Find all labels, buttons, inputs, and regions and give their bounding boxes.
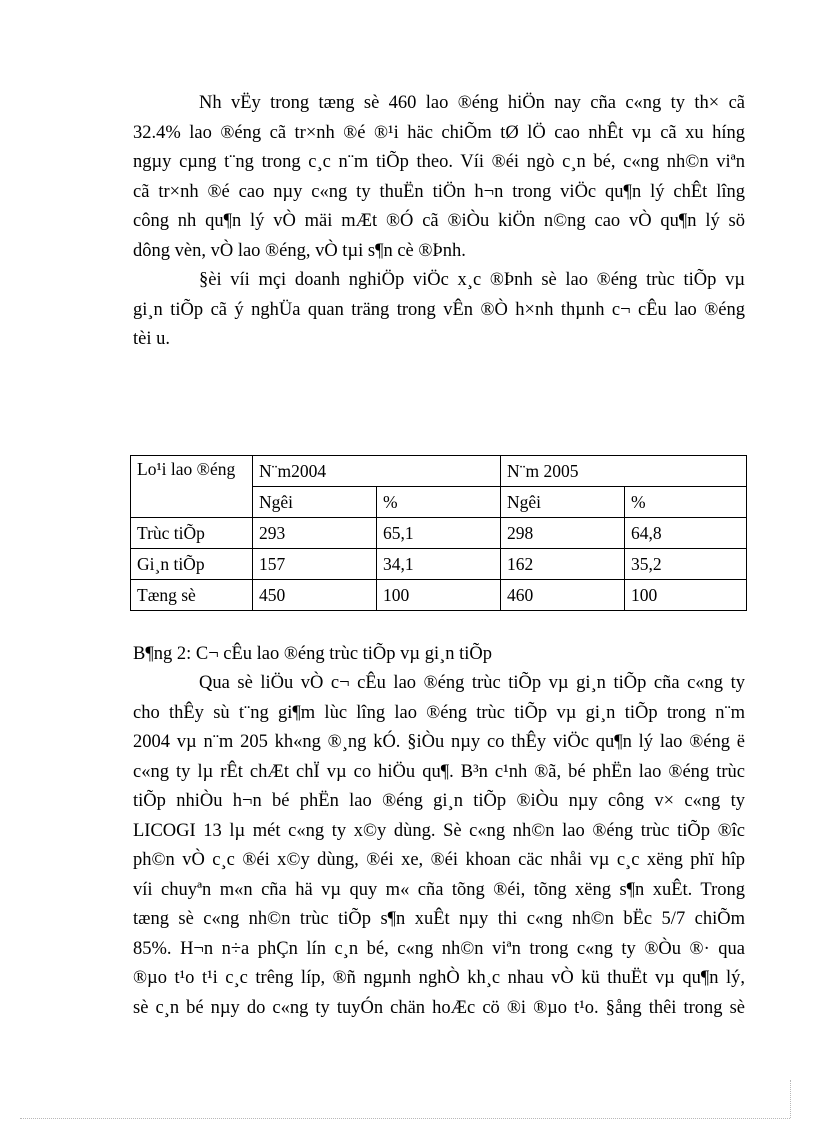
text-line: Qua sè liÖu vÒ c¬ cÊu lao ®éng trùc tiÕp vµ gi¸n tiÕp cña c«ng ty (199, 673, 745, 693)
subheader-percent-2005: % (625, 487, 747, 518)
text-line: 85%. H¬n n÷a phÇn lín c¸n bé, c«ng nh©n viªn trong c«ng ty ®Òu ®· qua (133, 938, 745, 959)
table-header-row (131, 456, 747, 487)
table-row (131, 580, 747, 611)
labor-structure-table (130, 455, 747, 611)
row-label: Gi¸n tiÕp (131, 549, 253, 580)
subheader-percent-2004: % (377, 487, 501, 518)
text-line: 2004 vµ n¨m 205 kh«ng ®¸ng kÓ. §iÒu nµy co thÊy viÖc qu¶n lý lao ®éng ë (133, 732, 745, 752)
subheader-count-2005: Ngêi (501, 487, 625, 518)
cell-count-2005: 162 (501, 549, 625, 580)
text-line: Nh vËy trong tæng sè 460 lao ®éng hiÖn nay cña c«ng ty th× cã (199, 93, 745, 113)
text-line: tiÕp nhiÒu h¬n bé phËn lao ®éng gi¸n tiÕp ®iÒu nµy công v× c«ng ty (133, 791, 745, 811)
table-row (131, 518, 747, 549)
row-label: Trùc tiÕp (131, 518, 253, 549)
row-label: Tæng sè (131, 580, 253, 611)
text-line: §èi víi mçi doanh nghiÖp viÖc x¸c ®Þnh sè lao ®éng trùc tiÕp vµ (199, 270, 745, 290)
cell-count-2004: 157 (253, 549, 377, 580)
cell-percent-2005: 100 (625, 580, 747, 611)
text-line: ngµy cµng t¨ng trong c¸c n¨m tiÕp theo. Víi ®éi ngò c¸n bé, c«ng nh©n viªn (133, 152, 745, 172)
text-line: dông vèn, vÒ lao ®éng, vÒ tµi s¶n cè ®Þnh. (133, 240, 466, 261)
paragraph-table-analysis (133, 669, 745, 1023)
cell-count-2005: 460 (501, 580, 625, 611)
text-line: LICOGI 13 lµ mét c«ng ty x©y dùng. Sè c«ng nh©n lao ®éng trùc tiÕp ®îc (133, 820, 745, 841)
cell-count-2005: 298 (501, 518, 625, 549)
text-line: sè c¸n bé nµy do c«ng ty tuyÓn chän hoÆc cö ®i ®µo t¹o. §ång thêi trong sè (133, 997, 745, 1018)
page-corner-divider (790, 1080, 791, 1118)
text-line: công nh qu¶n lý vÒ mäi mÆt ®Ó cã ®iÒu kiÖn n©ng cao vÒ qu¶n lý sö (133, 211, 745, 231)
cell-count-2004: 450 (253, 580, 377, 611)
paragraph-workforce-qualification (133, 89, 745, 266)
cell-percent-2004: 34,1 (377, 549, 501, 580)
text-line: 32.4% lao ®éng cã tr×nh ®é ®¹i häc chiÕm tØ lÖ cao nhÊt vµ cã xu híng (133, 122, 745, 143)
text-line: c«ng ty lµ rÊt chÆt chÏ vµ co hiÖu qu¶. B³n c¹nh ®ã, bé phËn lao ®éng trùc (133, 761, 745, 782)
cell-percent-2004: 100 (377, 580, 501, 611)
header-year-2005: N¨m 2005 (501, 456, 747, 487)
text-line: cho thÊy sù t¨ng gi¶m lùc lîng lao ®éng trùc tiÕp vµ gi¸n tiÕp trong n¨m (133, 702, 745, 723)
header-labor-type: Lo¹i lao ®éng (131, 456, 253, 518)
header-year-2004: N¨m2004 (253, 456, 501, 487)
cell-percent-2005: 35,2 (625, 549, 747, 580)
text-line: cã tr×nh ®é cao nµy c«ng ty thuËn tiÖn h¬n trong viÖc qu¶n lý chÊt lîng (133, 181, 745, 202)
cell-count-2004: 293 (253, 518, 377, 549)
text-line: tæng sè c«ng nh©n trùc tiÕp s¶n xuÊt nµy thi c«ng nh©n bËc 5/7 chiÕm (133, 909, 745, 929)
subheader-count-2004: Ngêi (253, 487, 377, 518)
paragraph-labor-structure-importance (133, 266, 745, 355)
text-line: ®µo t¹o t¹i c¸c trêng líp, ®ñ ngµnh nghÒ kh¸c nhau vÒ kü thuËt vµ qu¶n lý, (133, 968, 745, 988)
text-line: gi¸n tiÕp cã ý nghÜa quan träng trong vÊn ®Ò h×nh thµnh c¬ cÊu lao ®éng (133, 299, 745, 320)
cell-percent-2004: 65,1 (377, 518, 501, 549)
table-row (131, 549, 747, 580)
text-line: ph©n vÒ c¸c ®éi x©y dùng, ®éi xe, ®éi khoan cäc nhåi vµ c¸c xëng phï hîp (133, 850, 745, 870)
text-line: víi chuyªn m«n cña hä vµ quy m« cña tõng ®éi, tõng xëng s¶n xuÊt. Trong (133, 879, 745, 900)
cell-percent-2005: 64,8 (625, 518, 747, 549)
table-caption: B¶ng 2: C¬ cÊu lao ®éng trùc tiÕp vµ gi¸n tiÕp (133, 644, 493, 664)
page-footer-divider (20, 1118, 790, 1119)
text-line: tèi u. (133, 329, 170, 349)
